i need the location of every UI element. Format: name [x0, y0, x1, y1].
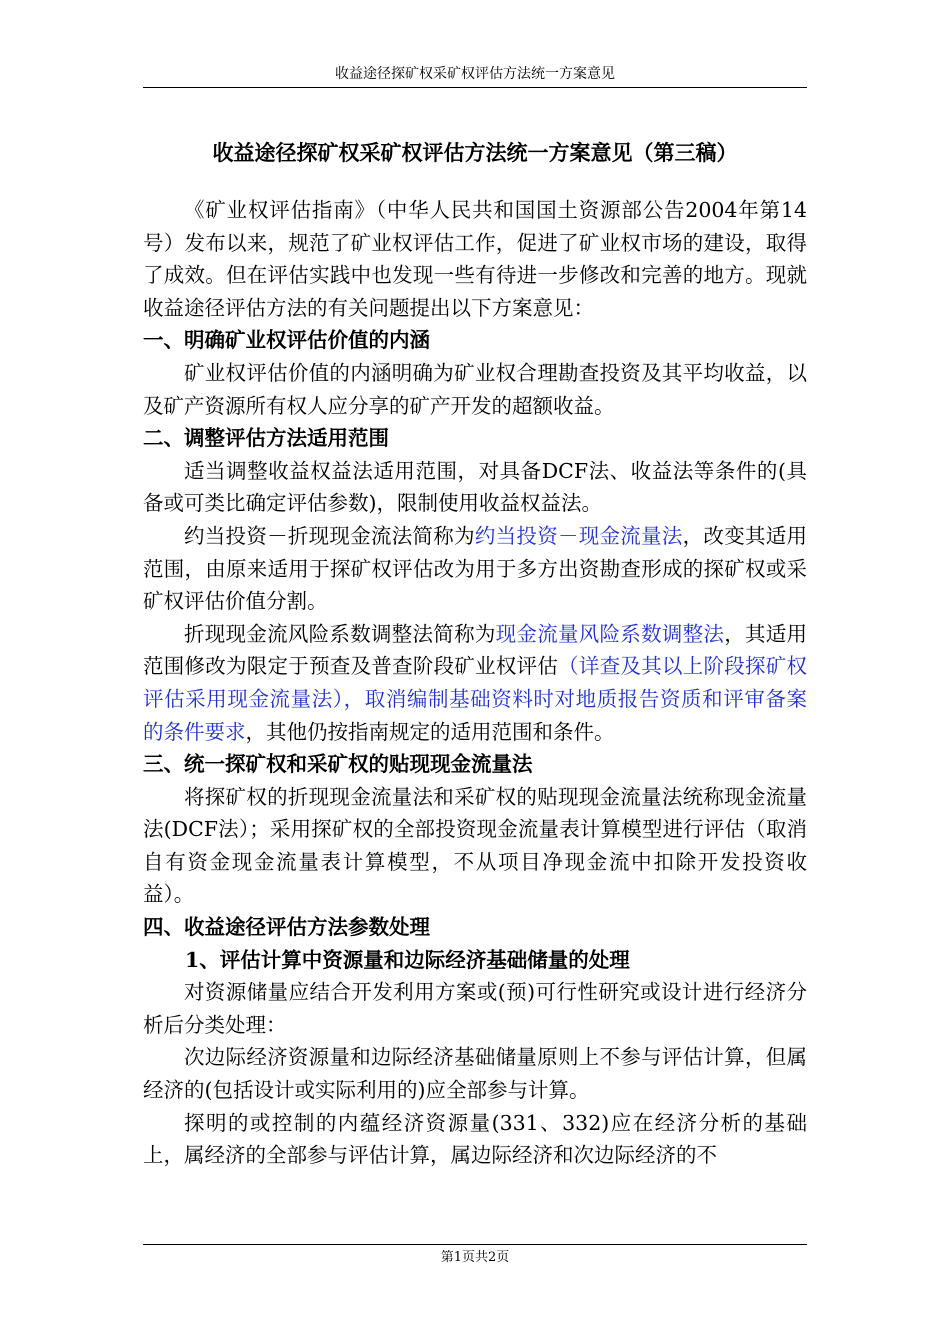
- header-text: 收益途径探矿权采矿权评估方法统一方案意见: [335, 66, 615, 82]
- para2-highlight: 约当投资－现金流量法: [474, 523, 683, 548]
- section-2-heading: 二、调整评估方法适用范围: [143, 426, 389, 451]
- section-4-paragraph-1: 对资源储量应结合开发利用方案或(预)可行性研究或设计进行经济分析后分类处理：: [143, 980, 807, 1037]
- para2-text-a: 约当投资－折现现金流法简称为: [184, 523, 475, 548]
- page-number: 第1页共2页: [440, 1250, 510, 1265]
- para3-text-b: ，其适用范围修改为限定于预查及普查阶段矿业权评估: [143, 621, 808, 679]
- para2-text-b: ，改变其适用范围，由原来适用于探矿权评估改为用于多方出资勘查形成的探矿权或采矿权评估价值分割。: [143, 523, 808, 614]
- section-3-heading: 三、统一探矿权和采矿权的贴现现金流量法: [143, 752, 533, 777]
- para3-highlight-1: 现金流量风险系数调整法: [495, 621, 725, 646]
- para3-text-a: 折现现金流风险系数调整法简称为: [184, 621, 496, 646]
- page-footer: [143, 1244, 807, 1268]
- section-1-heading: 一、明确矿业权评估价值的内涵: [143, 328, 430, 353]
- section-2-paragraph-2: [143, 520, 807, 618]
- intro-paragraph: 《矿业权评估指南》（中华人民共和国国土资源部公告2004年第14号）发布以来，规范了矿业权评估工作，促进了矿业权市场的建设，取得了成效。但在评估实践中也发现一些有待进一步修改和完善的地方。现就收益途径评估方法的有关问题提出以下方案意见：: [143, 198, 807, 320]
- section-2-paragraph-1: 适当调整收益权益法适用范围，对具备DCF法、收益法等条件的(具备或可类比确定评估参数)，限制使用收益权益法。: [143, 458, 807, 516]
- section-4-paragraph-3: 探明的或控制的内蕴经济资源量(331、332)应在经济分析的基础上，属经济的全部参与评估计算，属边际经济和次边际经济的不: [143, 1110, 807, 1168]
- section-4-subheading: 1、评估计算中资源量和边际经济基础储量的处理: [185, 947, 630, 972]
- para3-text-c: ，其他仍按指南规定的适用范围和条件。: [245, 719, 615, 744]
- para3-highlight-2: （详查及其以上阶段探矿权评估采用现金流量法），取消编制基础资料时对地质报告资质和评审备案的条件要求: [143, 654, 808, 744]
- section-4-paragraph-2: 次边际经济资源量和边际经济基础储量原则上不参与评估计算，但属经济的(包括设计或实际利用的)应全部参与计算。: [143, 1045, 807, 1103]
- section-2-paragraph-3: [143, 618, 807, 748]
- page-header: [143, 62, 807, 88]
- section-4-heading: 四、收益途径评估方法参数处理: [143, 915, 430, 940]
- section-3-paragraph: 将探矿权的折现现金流量法和采矿权的贴现现金流量法统称现金流量法(DCF法）；采用探矿权的全部投资现金流量表计算模型进行评估（取消自有资金现金流量表计算模型，不从项目净现金流中扣除开发投资收益）。: [143, 784, 807, 907]
- section-1-paragraph: 矿业权评估价值的内涵明确为矿业权合理勘查投资及其平均收益，以及矿产资源所有权人应分享的矿产开发的超额收益。: [143, 360, 807, 418]
- document-body: [143, 136, 807, 1172]
- document-title: 收益途径探矿权采矿权评估方法统一方案意见（第三稿）: [212, 140, 738, 165]
